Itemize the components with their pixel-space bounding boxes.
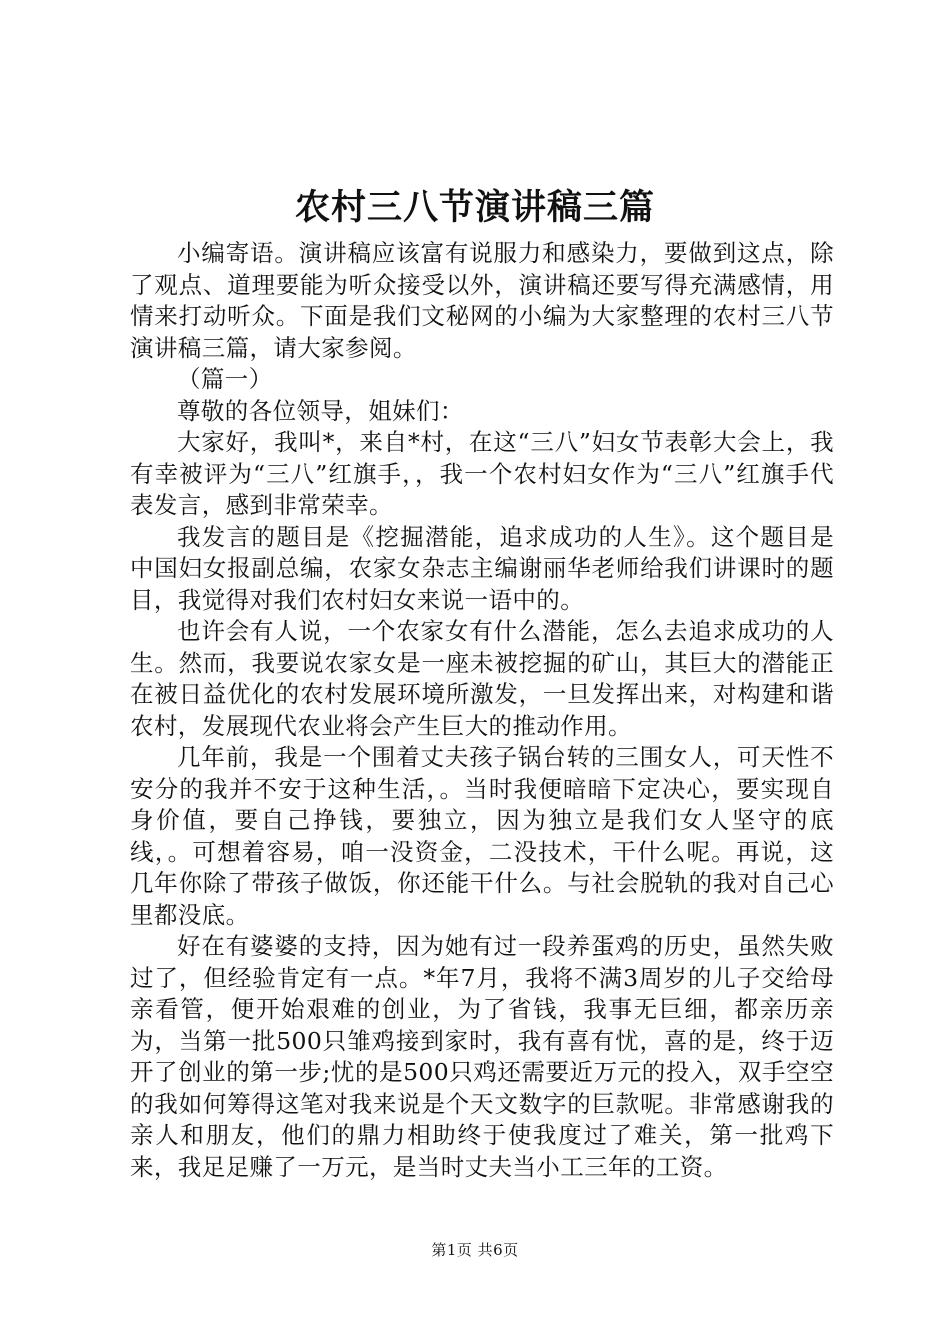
paragraph-startup: 好在有婆婆的支持，因为她有过一段养蛋鸡的历史，虽然失败过了，但经验肯定有一点。*年7月，我将不满3周岁的儿子交给母亲看管，便开始艰难的创业，为了省钱，我事无巨细，都亲历亲为，当第一批500只雏鸡接到家时，我有喜有忧，喜的是，终于迈开了创业的第一步;忧的是500只鸡还需要近万元的投入，双手空空的我如何筹得这笔对我来说是个天文数字的巨款呢。非常感谢我的亲人和朋友，他们的鼎力相助终于使我度过了难关，第一批鸡下来，我足足赚了一万元，是当时丈夫当小工三年的工资。 [130,932,834,1181]
page-footer: 第1页 共6页 [431,1241,519,1259]
paragraph-potential: 也许会有人说，一个农家女有什么潜能，怎么去追求成功的人生。然而，我要说农家女是一座未被挖掘的矿山，其巨大的潜能正在被日益优化的农村发展环境所激发，一旦发挥出来，对构建和谐农村，发展现代农业将会产生巨大的推动作用。 [130,617,834,740]
document-body [130,238,834,1183]
paragraph-greeting: 大家好，我叫*，来自*村，在这“三八”妇女节表彰大会上，我有幸被评为“三八”红旗手，，我一个农村妇女作为“三八”红旗手代表发言，感到非常荣幸。 [130,428,834,519]
paragraph-past: 几年前，我是一个围着丈夫孩子锅台转的三围女人，可天性不安分的我并不安于这种生活，。当时我便暗暗下定决心，要实现自身价值，要自己挣钱，要独立，因为独立是我们女人坚守的底线，。可想着容易，咱一没资金，二没技术，干什么呢。再说，这几年你除了带孩子做饭，你还能干什么。与社会脱轨的我对自己心里都没底。 [130,743,834,929]
paragraph-section-label: （篇一） [177,365,273,393]
paragraph-salutation: 尊敬的各位领导，姐妹们： [177,396,464,425]
paragraph-intro: 小编寄语。演讲稿应该富有说服力和感染力，要做到这点，除了观点、道理要能为听众接受以外，演讲稿还要写得充满感情，用情来打动听众。下面是我们文秘网的小编为大家整理的农村三八节演讲稿三篇，请大家参阅。 [130,239,834,362]
document-title: 农村三八节演讲稿三篇 [294,187,655,228]
paragraph-topic: 我发言的题目是《挖掘潜能，追求成功的人生》。这个题目是中国妇女报副总编，农家女杂志主编谢丽华老师给我们讲课时的题目，我觉得对我们农村妇女来说一语中的。 [130,522,834,614]
